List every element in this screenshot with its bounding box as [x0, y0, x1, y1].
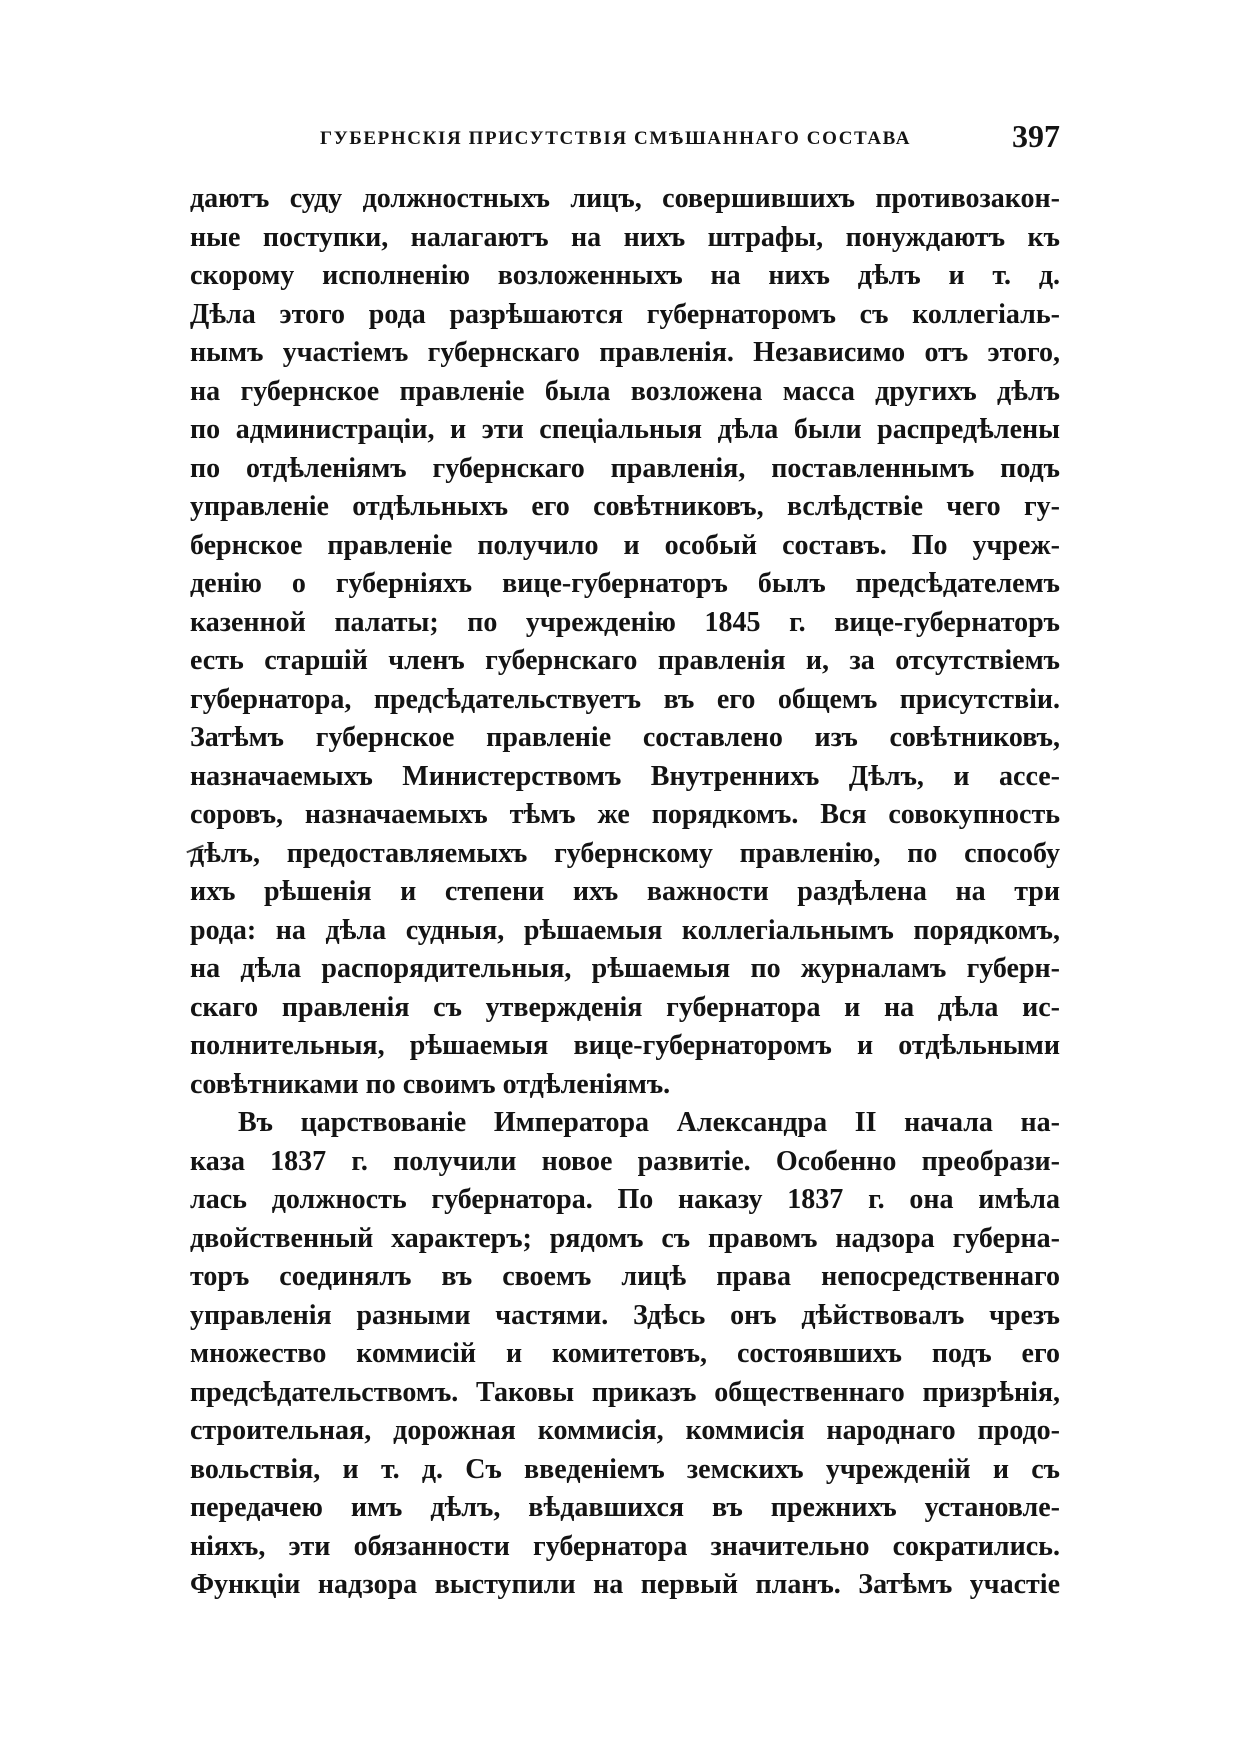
text-line: на губернское правленіе была возложена масса другихъ дѣлъ [190, 375, 1060, 407]
text-line: Дѣла этого рода разрѣшаются губернаторомъ съ коллегіаль- [190, 298, 1060, 330]
text-line: на дѣла распорядительныя, рѣшаемыя по журналамъ губерн- [190, 953, 1060, 984]
text-line: управленіе отдѣльныхъ его совѣтниковъ, вслѣдствіе чего гу- [190, 491, 1060, 522]
text-line: строительная, дорожная коммисія, коммисія народнаго продо- [190, 1415, 1060, 1446]
text-line: дѣлъ, предоставляемыхъ губернскому правленію, по способу [190, 837, 1060, 869]
text-line: ные поступки, налагаютъ на нихъ штрафы, понуждаютъ къ [190, 221, 1060, 253]
text-line: Затѣмъ губернское правленіе составлено изъ совѣтниковъ, [190, 722, 1060, 753]
text-line: предсѣдательствомъ. Таковы приказъ общественнаго призрѣнія, [190, 1376, 1060, 1408]
text-line: даютъ суду должностныхъ лицъ, совершившихъ противозакон- [190, 183, 1060, 214]
text-line: совѣтниками по своимъ отдѣленіямъ. [190, 1068, 671, 1100]
text-line: двойственный характеръ; рядомъ съ правомъ надзора губерна- [190, 1222, 1060, 1254]
paragraph-2 [190, 1104, 1060, 1605]
text-line: полнительныя, рѣшаемыя вице-губернаторомъ и отдѣльными [190, 1030, 1060, 1061]
text-line: передачею имъ дѣлъ, вѣдавшихся въ прежнихъ установле- [190, 1492, 1060, 1523]
text-line: ихъ рѣшенія и степени ихъ важности раздѣлена на три [190, 876, 1060, 907]
text-line: соровъ, назначаемыхъ тѣмъ же порядкомъ. Вся совокупность [190, 799, 1060, 830]
text-line: бернское правленіе получило и особый составъ. По учреж- [190, 529, 1060, 561]
text-line: рода: на дѣла судныя, рѣшаемыя коллегіальнымъ порядкомъ, [190, 914, 1060, 946]
text-line: множество коммисій и комитетовъ, состоявшихъ подъ его [190, 1338, 1060, 1369]
text-line: вольствія, и т. д. Съ введеніемъ земскихъ учрежденій и съ [190, 1453, 1060, 1485]
text-line: каза 1837 г. получили новое развитіе. Особенно преобрази- [190, 1145, 1060, 1177]
text-line: денію о губерніяхъ вице-губернаторъ былъ предсѣдателемъ [190, 568, 1060, 599]
text-line: по администраціи, и эти спеціальныя дѣла были распредѣлены [190, 414, 1060, 445]
text-line: нымъ участіемъ губернскаго правленія. Независимо отъ этого, [190, 337, 1060, 368]
text-line: Въ царствованіе Императора Александра II начала на- [238, 1107, 1060, 1138]
text-line: ніяхъ, эти обязанности губернатора значительно сократились. [190, 1530, 1060, 1562]
text-line: управленія разными частями. Здѣсь онъ дѣйствовалъ чрезъ [190, 1299, 1060, 1331]
page-number: 397 [1012, 118, 1060, 154]
text-line: Функціи надзора выступили на первый планъ. Затѣмъ участіе [190, 1569, 1060, 1600]
text-line: назначаемыхъ Министерствомъ Внутреннихъ Дѣлъ, и ассе- [190, 760, 1060, 792]
text-line: казенной палаты; по учрежденію 1845 г. вице-губернаторъ [190, 606, 1060, 638]
running-head [190, 118, 1060, 158]
text-line: губернатора, предсѣдательствуетъ въ его общемъ присутствіи. [190, 683, 1060, 715]
paragraph-1 [190, 180, 1060, 1104]
text-line: скорому исполненію возложенныхъ на нихъ дѣлъ и т. д. [190, 260, 1060, 291]
text-line: торъ соединялъ въ своемъ лицѣ права непосредственнаго [190, 1261, 1060, 1292]
body-text [190, 180, 1060, 1605]
text-line: скаго правленія съ утвержденія губернатора и на дѣла ис- [190, 991, 1060, 1023]
running-head-title: ГУБЕРНСКІЯ ПРИСУТСТВІЯ СМѢШАННАГО СОСТАВА [320, 128, 912, 149]
text-line: лась должность губернатора. По наказу 1837 г. она имѣла [190, 1184, 1060, 1215]
text-line: есть старшій членъ губернскаго правленія и, за отсутствіемъ [190, 645, 1060, 676]
text-line: по отдѣленіямъ губернскаго правленія, поставленнымъ подъ [190, 452, 1060, 484]
